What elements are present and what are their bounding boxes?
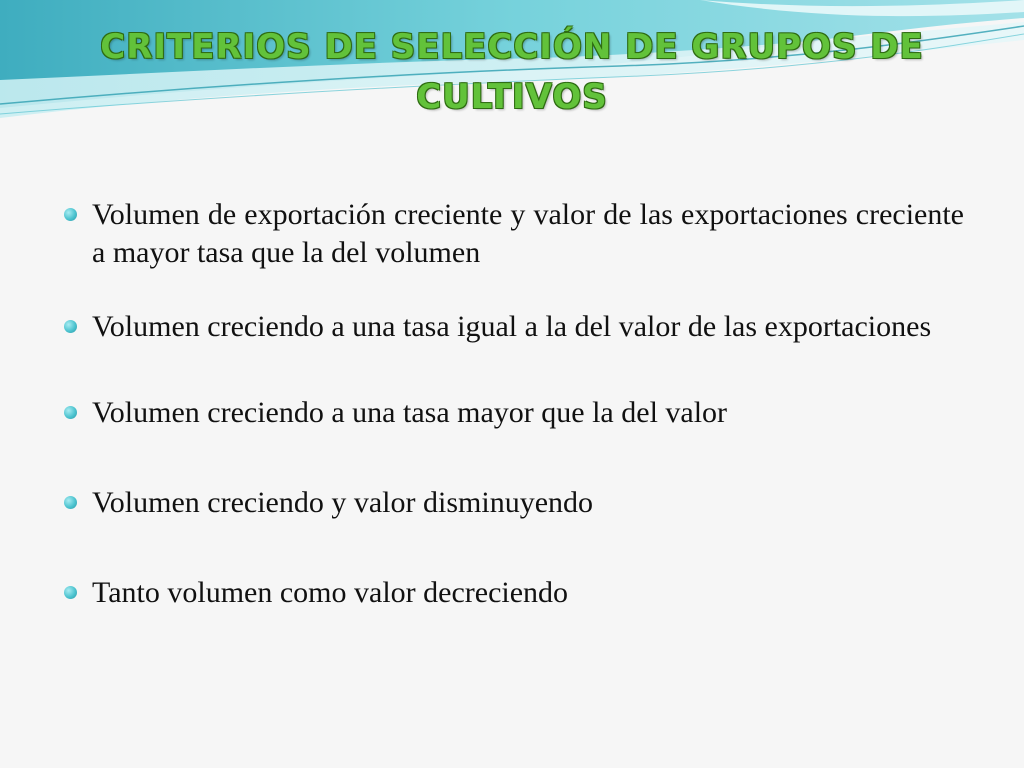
list-item xyxy=(64,196,964,272)
bullet-icon xyxy=(64,320,77,333)
bullet-icon xyxy=(64,496,77,509)
list-item xyxy=(64,484,964,522)
list-item xyxy=(64,574,964,612)
bullet-text: Volumen creciendo a una tasa igual a la del valor de las exportaciones xyxy=(92,310,932,343)
list-item xyxy=(64,308,964,346)
bullet-text: Volumen creciendo a una tasa mayor que la del valor xyxy=(92,396,728,429)
bullet-text: Volumen creciendo y valor disminuyendo xyxy=(92,486,594,519)
bullet-icon xyxy=(64,208,77,221)
list-item xyxy=(64,394,964,432)
bullet-icon xyxy=(64,586,77,599)
slide-title: CRITERIOS DE SELECCIÓN DE GRUPOS DE CULTIVOS xyxy=(100,27,924,117)
bullet-list xyxy=(64,196,964,612)
bullet-text: Volumen de exportación creciente y valor de las exportaciones creciente a mayor tasa que la del volumen xyxy=(92,198,964,269)
bullet-text: Tanto volumen como valor decreciendo xyxy=(92,576,569,609)
bullet-icon xyxy=(64,406,77,419)
